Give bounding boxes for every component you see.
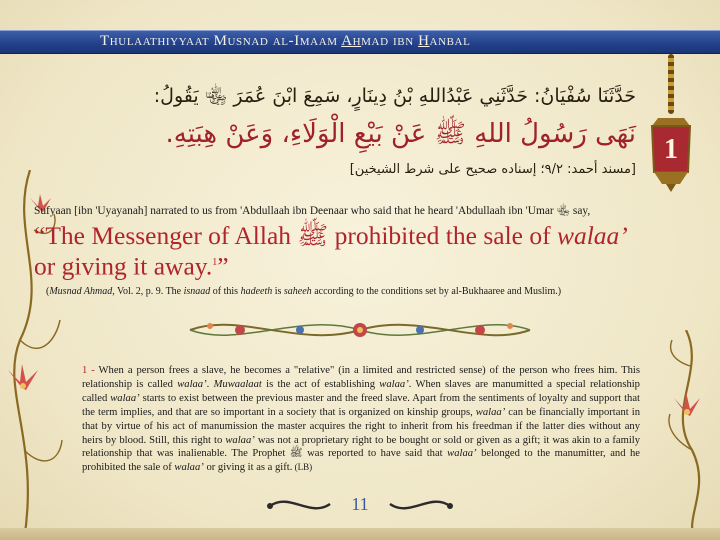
footnote-text: 1 - When a person frees a slave, he becomes a "relative" (in a limited and restricted sense) of the person who frees him. This relationship is called walaa’. Muwaalaat is the act of establishing walaa’. When slaves are manumitted a special relationship called walaa’ starts to exist between the previous master and the freed slave. Apart from the sentiments of loyalty and support that the term implies, and that are so important in a society that is organized on kinship groups, walaa’ can be financially important in that by virtue of his act of manumission the master acquires the right to inherit from his freedman if the latter dies without any heirs by blood. Still, this right to walaa’ was not a proprietary right to be bought or sold or given as a gift; it was akin to a family relationship that was inalienable. The Prophet ﷺ was reported to have said that walaa’ belonged to the manumitter, and he prohibited the sale of walaa’ or giving it as a gift. (LB) (82, 365, 641, 474)
page-number: 11 (351, 494, 369, 514)
arabic-isnad: حَدَّثَنَا سُفْيَانُ: حَدَّثَنِي عَبْدُاللهِ بْنُ دِينَارٍ، سَمِعَ ابْنَ عُمَرَ ﵄ يَقُولُ: (153, 85, 636, 107)
narration-text: Sufyaan [ibn 'Uyayanah] narrated to us from 'Abdullaah ibn Deenaar who said that he heard 'Abdullaah ibn 'Umar ﵄ say, (34, 205, 591, 217)
floral-divider (180, 312, 540, 348)
arabic-matn: نَهَى رَسُولُ اللهِ ﷺ عَنْ بَيْعِ الْوَلَاءِ، وَعَنْ هِبَتِهِ. (165, 119, 636, 149)
lily-flower-icon (674, 392, 700, 416)
lantern-chain (668, 54, 674, 114)
hadith-translation: “The Messenger of Allah ﷺ prohibited the sale of walaa’ or giving it away.$^1$” (34, 221, 628, 281)
source-reference: (Musnad Ahmad, Vol. 2, p. 9. The isnaad of this hadeeth is saheeh according to the conditions set by al-Bukhaaree and Muslim.) (46, 286, 562, 297)
hadith-number: 1 (664, 134, 678, 165)
footnote-marker[interactable]: 1 (212, 257, 218, 268)
right-floral-border (646, 330, 720, 540)
book-title: Thulaathiyyaat Musnad al-Imaam Ahmad ibn Hanbal (100, 33, 471, 49)
arabic-reference: [مسند أحمد: ٩/٢؛ إسناده صحيح على شرط الشيخين] (349, 162, 636, 177)
lily-flower-icon (8, 364, 38, 390)
page-bottom-edge (0, 528, 720, 540)
